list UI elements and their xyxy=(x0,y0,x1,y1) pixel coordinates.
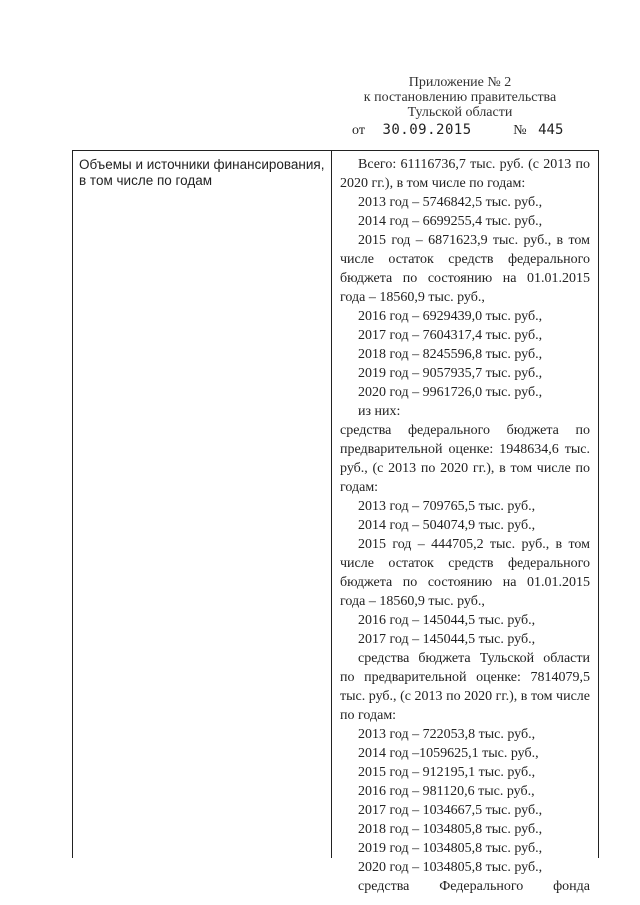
financing-line: 2019 год – 1034805,8 тыс. руб., xyxy=(358,841,543,856)
financing-line: 2016 год – 981120,6 тыс. руб., xyxy=(358,784,535,799)
decree-number: 445 xyxy=(538,122,564,138)
appendix-title: Приложение № 2 xyxy=(408,75,512,90)
table-row xyxy=(73,151,599,859)
financing-line: 2017 год – 7604317,4 тыс. руб., xyxy=(358,328,543,343)
financing-line: 2014 год –1059625,1 тыс. руб., xyxy=(358,746,539,761)
document-header xyxy=(340,75,580,120)
financing-line: средства Федерального фонда xyxy=(358,879,590,894)
financing-label: Объемы и источники финансирования, в том числе по годам xyxy=(79,157,325,188)
financing-line: 2014 год – 6699255,4 тыс. руб., xyxy=(358,214,543,229)
table-cell-label xyxy=(73,151,332,859)
financing-line: из них: xyxy=(358,404,401,419)
appendix-subtitle-line: Тульской области xyxy=(407,105,513,120)
financing-line: средства бюджета Тульской области по предварительной оценке: 7814079,5 тыс. руб., (с 2013 по 2020 гг.), в том числе по годам: xyxy=(340,651,590,723)
financing-line: 2018 год – 8245596,8 тыс. руб., xyxy=(358,347,543,362)
number-label: № xyxy=(513,123,527,138)
financing-line: 2016 год – 6929439,0 тыс. руб., xyxy=(358,309,543,324)
financing-line: 2013 год – 722053,8 тыс. руб., xyxy=(358,727,536,742)
financing-line: 2017 год – 145044,5 тыс. руб., xyxy=(358,632,536,647)
decree-date: 30.09.2015 xyxy=(382,122,472,138)
financing-line: 2013 год – 709765,5 тыс. руб., xyxy=(358,499,536,514)
table-cell-values xyxy=(332,151,599,894)
financing-line: 2020 год – 9961726,0 тыс. руб., xyxy=(358,385,543,400)
financing-line: 2015 год – 444705,2 тыс. руб., в том числе остаток средств федерального бюджета по состоянию на 01.01.2015 года – 18560,9 тыс. руб., xyxy=(340,537,590,609)
financing-line: Всего: 61116736,7 тыс. руб. (с 2013 по 2020 гг.), в том числе по годам: xyxy=(340,157,590,191)
financing-table xyxy=(72,150,599,894)
financing-line: средства федерального бюджета по предварительной оценке: 1948634,6 тыс. руб., (с 2013 по 2020 гг.), в том числе по годам: xyxy=(340,423,590,495)
financing-line: 2017 год – 1034667,5 тыс. руб., xyxy=(358,803,543,818)
financing-line: 2015 год – 912195,1 тыс. руб., xyxy=(358,765,536,780)
financing-line: 2014 год – 504074,9 тыс. руб., xyxy=(358,518,536,533)
financing-line: 2019 год – 9057935,7 тыс. руб., xyxy=(358,366,543,381)
financing-line: 2018 год – 1034805,8 тыс. руб., xyxy=(358,822,543,837)
financing-details xyxy=(332,151,598,894)
financing-line: 2015 год – 6871623,9 тыс. руб., в том числе остаток средств федерального бюджета по состоянию на 01.01.2015 года – 18560,9 тыс. руб., xyxy=(340,233,590,305)
date-label: от xyxy=(352,123,365,138)
financing-line: 2020 год – 1034805,8 тыс. руб., xyxy=(358,860,543,875)
decree-reference xyxy=(352,122,582,139)
appendix-subtitle-line: к постановлению правительства xyxy=(363,90,557,105)
financing-line: 2013 год – 5746842,5 тыс. руб., xyxy=(358,195,543,210)
financing-line: 2016 год – 145044,5 тыс. руб., xyxy=(358,613,536,628)
